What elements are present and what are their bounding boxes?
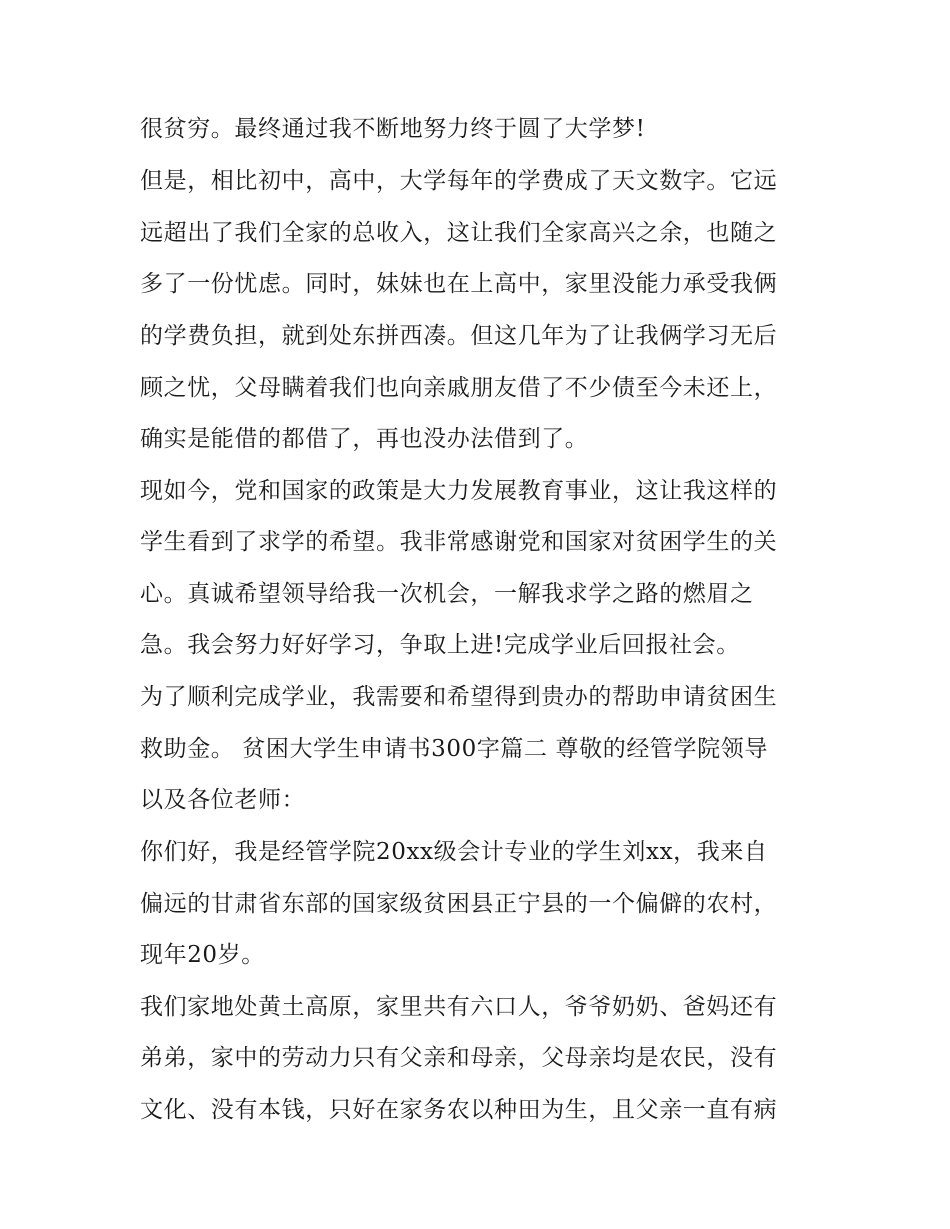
text-line: 弟弟，家中的劳动力只有父亲和母亲，父母亲均是农民，没有 [140, 1045, 778, 1071]
text-line: 偏远的甘肃省东部的国家级贫困县正宁县的一个偏僻的农村， [140, 891, 778, 917]
text-line: 救助金。 贫困大学生申请书300字篇二 尊敬的经管学院领导 [140, 736, 768, 762]
text-line: 为了顺利完成学业，我需要和希望得到贵办的帮助申请贫困生 [140, 684, 778, 710]
text-line: 以及各位老师： [140, 787, 306, 813]
text-line: 远超出了我们全家的总收入，这让我们全家高兴之余，也随之 [140, 220, 778, 246]
text-line: 顾之忧，父母瞒着我们也向亲戚朋友借了不少债至今未还上， [140, 375, 778, 401]
text-line: 但是，相比初中，高中，大学每年的学费成了天文数字。它远 [140, 168, 778, 194]
text-line: 急。我会努力好好学习，争取上进!完成学业后回报社会。 [140, 632, 740, 658]
text-line: 很贫穷。最终通过我不断地努力终于圆了大学梦! [140, 116, 646, 142]
text-line: 多了一份忧虑。同时，妹妹也在上高中，家里没能力承受我俩 [140, 271, 778, 297]
text-line: 现如今，党和国家的政策是大力发展教育事业，这让我这样的 [140, 478, 778, 504]
text-line: 我们家地处黄土高原，家里共有六口人，爷爷奶奶、爸妈还有 [140, 994, 778, 1020]
text-line: 的学费负担，就到处东拼西凑。但这几年为了让我俩学习无后 [140, 323, 778, 349]
text-line: 文化、没有本钱，只好在家务农以种田为生，且父亲一直有病 [140, 1097, 778, 1123]
text-line: 确实是能借的都借了，再也没办法借到了。 [140, 426, 589, 452]
text-line: 你们好，我是经管学院20xx级会计专业的学生刘xx，我来自 [140, 839, 768, 865]
text-line: 学生看到了求学的希望。我非常感谢党和国家对贫困学生的关 [140, 529, 778, 555]
text-line: 心。真诚希望领导给我一次机会，一解我求学之路的燃眉之 [140, 581, 754, 607]
text-line: 现年20岁。 [140, 942, 265, 968]
